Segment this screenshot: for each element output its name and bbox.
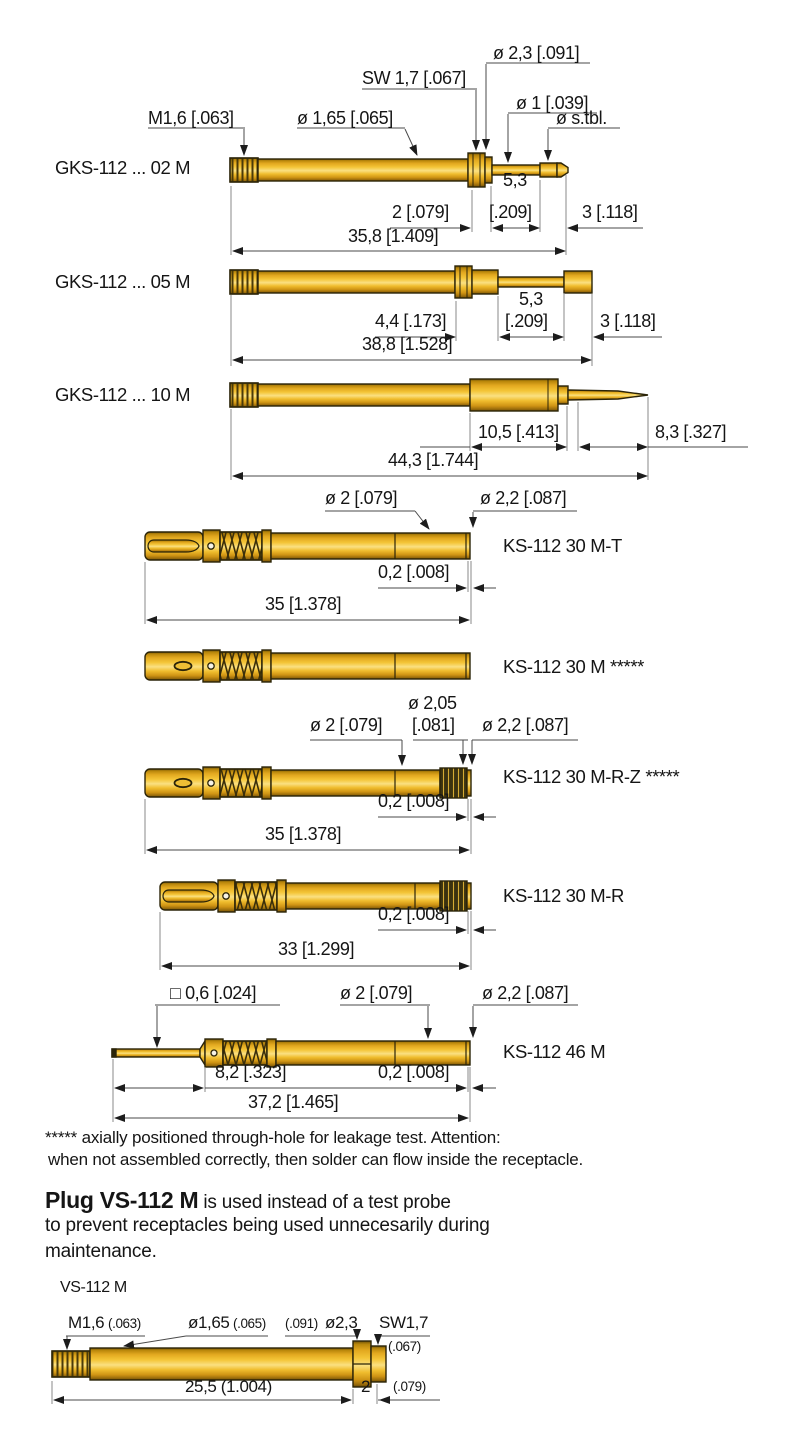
callout-dia-2-3: ø 2,3 [.091] [493, 43, 580, 63]
dim-25-5: 25,5 (1.004) [185, 1377, 272, 1396]
callout-sw-1-7: SW1,7 [379, 1313, 429, 1332]
callout-081: [.081] [412, 715, 455, 735]
callout-sq-0-6: □ 0,6 [.024] [170, 983, 257, 1003]
dim-33: 33 [1.299] [278, 939, 355, 959]
dim-3: 3 [.118] [582, 202, 638, 222]
callout-m1-6: M1,6 [68, 1313, 105, 1332]
part-label-gks-112-10m: GKS-112 ... 10 M [55, 384, 191, 405]
plug-note-line-1 [45, 1188, 451, 1213]
dimensions-gks-112-05m [231, 293, 662, 366]
dim-0-2: 0,2 [.008] [378, 1062, 450, 1082]
callout-063: (.063) [108, 1316, 141, 1331]
footnote-line-1: ***** axially positioned through-hole for leakage test. Attention: [45, 1128, 501, 1147]
dim-0-2: 0,2 [.008] [378, 904, 450, 924]
part-label-ks-112-30mt: KS-112 30 M-T [503, 535, 622, 556]
part-label-vs-112m: VS-112 M [60, 1279, 127, 1296]
dim-35: 35 [1.378] [265, 594, 342, 614]
dim-079: (.079) [393, 1379, 426, 1394]
part-label-gks-112-02m: GKS-112 ... 02 M [55, 157, 191, 178]
dim-35-8: 35,8 [1.409] [348, 226, 439, 246]
plug-title: Plug VS-112 M [45, 1187, 199, 1213]
callout-dia-1-65: ø 1,65 [.065] [297, 108, 393, 128]
callout-dia-1-65: ø1,65 [188, 1313, 230, 1332]
dim-37-2: 37,2 [1.465] [248, 1092, 339, 1112]
dim-2: 2 [361, 1377, 371, 1396]
leaders-ks-112-30mrz [310, 740, 578, 765]
probe-ks-112-30mt [145, 530, 470, 562]
callout-dia-2: ø 2 [.079] [310, 715, 383, 735]
dim-10-5: 10,5 [.413] [478, 422, 559, 442]
callout-065: (.065) [233, 1316, 266, 1331]
dim-4-4: 4,4 [.173] [375, 311, 447, 331]
dim-8-2: 8,2 [.323] [215, 1062, 287, 1082]
probe-gks-112-10m [230, 379, 648, 411]
callout-067: (.067) [388, 1339, 421, 1354]
dim-3: 3 [.118] [600, 311, 656, 331]
dim-38-8: 38,8 [1.528] [362, 334, 453, 354]
dim-209: [.209] [489, 202, 532, 222]
probe-ks-112-30m [145, 650, 470, 682]
plug-note-line-2: to prevent receptacles being used unnecesarily during [45, 1215, 490, 1236]
dim-2: 2 [.079] [392, 202, 449, 222]
callout-dia-2: ø 2 [.079] [340, 983, 413, 1003]
leaders-ks-112-30mt [325, 511, 577, 529]
part-label-ks-112-30m: KS-112 30 M ***** [503, 656, 644, 677]
dim-209: [.209] [505, 311, 548, 331]
dim-0-2: 0,2 [.008] [378, 791, 450, 811]
callout-dia-2-2: ø 2,2 [.087] [480, 488, 567, 508]
plug-note-rest: is used instead of a test probe [198, 1192, 451, 1213]
callout-dia-2: ø 2 [.079] [325, 488, 398, 508]
plug-note-line-3: maintenance. [45, 1241, 157, 1262]
dim-35: 35 [1.378] [265, 824, 342, 844]
part-label-gks-112-05m: GKS-112 ... 05 M [55, 271, 191, 292]
footnote-line-2: when not assembled correctly, then solder can flow inside the receptacle. [48, 1150, 584, 1169]
callout-dia-stbl: ø s.tbl. [556, 108, 607, 128]
callout-dia-2-2: ø 2,2 [.087] [482, 983, 569, 1003]
dim-0-2: 0,2 [.008] [378, 562, 450, 582]
callout-dia-2-05: ø 2,05 [408, 693, 457, 713]
dim-44-3: 44,3 [1.744] [388, 450, 479, 470]
part-label-ks-112-46m: KS-112 46 M [503, 1041, 606, 1062]
part-label-ks-112-30mrz: KS-112 30 M-R-Z ***** [503, 766, 680, 787]
callout-dia-1: ø 1 [.039] [516, 93, 589, 113]
dim-5-3: 5,3 [503, 170, 527, 190]
callout-091: (.091) [285, 1316, 318, 1331]
callout-m1-6: M1,6 [.063] [148, 108, 234, 128]
part-label-ks-112-30mr: KS-112 30 M-R [503, 885, 624, 906]
callout-dia-2-2: ø 2,2 [.087] [482, 715, 569, 735]
callout-sw-1-7: SW 1,7 [.067] [362, 68, 466, 88]
dim-5-3: 5,3 [519, 289, 543, 309]
dim-8-3: 8,3 [.327] [655, 422, 727, 442]
callout-dia-2-3: ø2,3 [325, 1313, 358, 1332]
